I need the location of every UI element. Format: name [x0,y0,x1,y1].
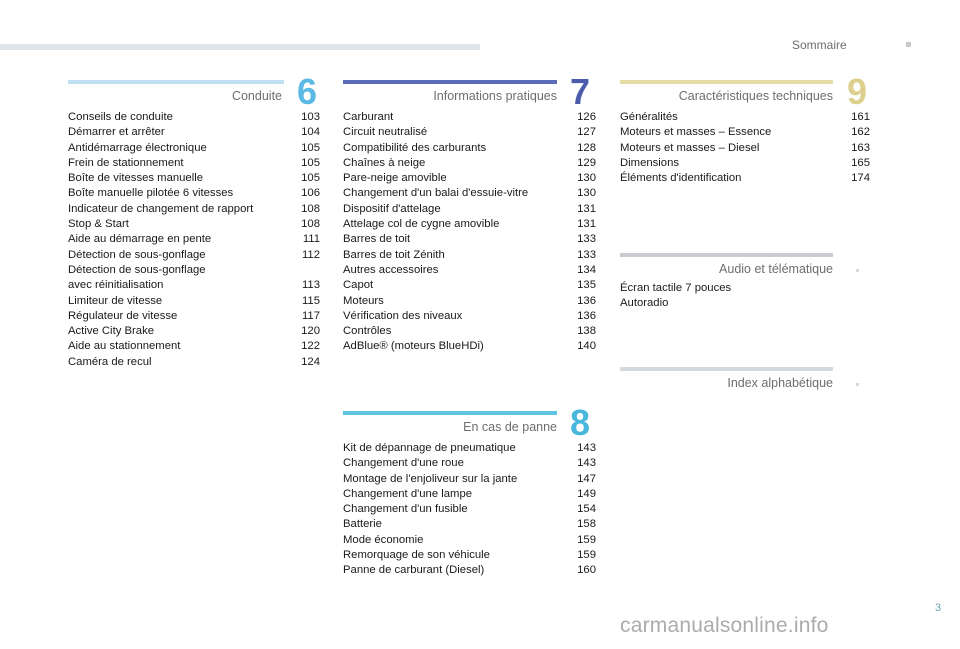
toc-entry-label: Dimensions [620,156,680,169]
toc-entry-page: 128 [577,141,596,154]
toc-entry-page: 108 [301,218,320,231]
toc-entry-label: Vérification des niveaux [343,309,463,322]
toc-entry[interactable] [343,217,596,232]
toc-entry-label: Contrôles [343,325,392,338]
placeholder-square [856,269,859,272]
toc-entry[interactable] [620,156,870,171]
toc-entry-page: 104 [301,126,320,139]
toc-entry-page: 117 [301,309,320,322]
toc-entry-page: 159 [577,533,596,546]
toc-entry-label: Indicateur de changement de rapport [68,202,254,215]
toc-entry-page: 143 [577,442,596,454]
toc-entry-page: 105 [301,172,320,185]
toc-entry-page: 160 [577,564,596,577]
toc-entry[interactable] [343,278,596,293]
toc-entry[interactable] [620,110,870,125]
toc-entry-label: Changement d'une lampe [343,487,473,500]
toc-entry-page: 135 [577,279,596,292]
entry-list [620,110,870,186]
toc-entry-page: 162 [851,126,870,139]
toc-entry-page: 140 [577,340,596,353]
toc-entry-page: 115 [301,294,320,307]
toc-entry[interactable] [68,294,320,309]
toc-entry-page: 105 [301,156,320,169]
toc-entry-label: Conseils de conduite [68,111,173,123]
toc-entry-label: Moteurs et masses – Essence [620,126,772,139]
toc-entry-label: Montage de l'enjoliveur sur la jante [343,472,518,485]
toc-entry[interactable] [68,217,320,232]
section-bar [343,80,557,84]
toc-entry-label: Capot [343,279,374,292]
toc-entry[interactable] [68,248,320,263]
entry-list [620,281,870,312]
toc-entry-label: Autoradio [620,297,669,310]
toc-entry[interactable] [343,263,596,278]
toc-entry[interactable] [68,324,320,339]
toc-entry[interactable] [68,232,320,247]
toc-entry-label: Barres de toit Zénith [343,248,445,261]
toc-entry-label: Active City Brake [68,325,155,338]
toc-entry-page: 111 [302,233,320,246]
toc-entry-page: 113 [301,279,320,292]
toc-entry-label: Moteurs et masses – Diesel [620,141,760,154]
toc-entry-label: Limiteur de vitesse [68,294,163,307]
section-title: Index alphabétique [727,376,833,390]
section-number: 8 [569,402,590,443]
section-bar [620,253,833,257]
toc-entry-label: Circuit neutralisé [343,126,428,139]
toc-entry-page: 131 [577,218,596,231]
toc-entry-label: Détection de sous-gonflage avec réinitialisation [68,263,206,292]
toc-entry-label: Éléments d'identification [620,172,742,185]
toc-entry-page: 105 [301,141,320,154]
section-title: En cas de panne [463,420,557,434]
section-bar [620,80,833,84]
entry-list [343,110,596,355]
toc-entry[interactable] [343,202,596,217]
toc-entry[interactable] [68,186,320,201]
toc-entry-page: 161 [851,111,870,123]
toc-entry-label: Kit de dépannage de pneumatique [343,442,516,454]
toc-entry-label: Changement d'un balai d'essuie-vitre [343,187,529,200]
toc-entry-page: 138 [577,325,596,338]
toc-entry-label: Moteurs [343,294,384,307]
toc-entry-page: 174 [851,172,870,185]
toc-entry[interactable] [68,141,320,156]
toc-entry[interactable] [620,125,870,140]
toc-entry[interactable] [68,110,320,125]
toc-entry[interactable] [68,171,320,186]
toc-entry-page: 122 [301,340,320,353]
toc-entry-page: 133 [577,233,596,246]
toc-entry[interactable] [620,171,870,186]
toc-entry-page: 163 [851,141,870,154]
toc-entry-page: 108 [301,202,320,215]
header-label: Sommaire [792,38,847,52]
toc-entry-page: 159 [577,549,596,562]
toc-entry-page: 106 [301,187,320,200]
toc-entry-label: Compatibilité des carburants [343,141,487,154]
toc-entry[interactable] [68,309,320,324]
toc-entry-label: AdBlue® (moteurs BlueHDi) [343,340,484,353]
toc-entry-label: Écran tactile 7 pouces [620,282,732,294]
toc-entry[interactable] [343,339,596,354]
toc-entry-page: 143 [577,457,596,470]
toc-entry[interactable] [343,110,596,125]
toc-entry-label: Boîte de vitesses manuelle [68,172,204,185]
toc-entry-page: 136 [577,309,596,322]
toc-entry-page: 165 [851,156,870,169]
toc-entry-label: Mode économie [343,533,424,546]
toc-entry-label: Aide au stationnement [68,340,181,353]
section-title: Conduite [231,89,282,103]
section-title: Informations pratiques [433,89,557,103]
toc-entry-page: 124 [301,355,320,368]
toc-entry-label: Attelage col de cygne amovible [343,218,500,231]
toc-entry-label: Chaînes à neige [343,156,426,169]
toc-entry-label: Dispositif d'attelage [343,202,441,215]
toc-entry-page: 133 [577,248,596,261]
toc-entry-page: 134 [577,263,596,276]
toc-entry-page: 130 [577,187,596,200]
header-square [906,42,911,47]
toc-entry[interactable] [68,156,320,171]
toc-entry-label: Caméra de recul [68,355,152,368]
toc-entry-label: Changement d'un fusible [343,503,468,516]
toc-entry[interactable] [68,263,320,294]
toc-entry-label: Pare-neige amovible [343,172,447,185]
toc-entry[interactable] [343,517,596,532]
toc-entry-label: Généralités [620,111,678,123]
toc-entry-page: 112 [301,248,320,261]
toc-entry[interactable] [68,125,320,140]
toc-entry[interactable] [343,156,596,171]
toc-entry[interactable] [68,339,320,354]
toc-entry-label: Régulateur de vitesse [68,309,178,322]
watermark: carmanualsonline.info [620,614,829,637]
toc-entry-label: Changement d'une roue [343,457,464,470]
toc-entry-page: 131 [577,202,596,215]
toc-entry-page: 120 [301,325,320,338]
toc-entry-label: Frein de stationnement [68,156,184,169]
toc-entry[interactable] [343,548,596,563]
toc-entry[interactable] [343,171,596,186]
toc-entry-label: Détection de sous-gonflage [68,248,206,261]
toc-entry[interactable] [343,125,596,140]
toc-entry[interactable] [343,533,596,548]
toc-entry-label: Autres accessoires [343,263,439,276]
toc-entry[interactable] [343,441,596,456]
section-bar [68,80,284,84]
section-bar [620,367,833,371]
toc-entry[interactable] [620,141,870,156]
toc-entry-page: 130 [577,172,596,185]
toc-entry[interactable] [343,324,596,339]
toc-entry-page: 126 [577,111,596,123]
toc-entry[interactable] [343,309,596,324]
toc-entry[interactable] [343,502,596,517]
toc-entry[interactable] [343,294,596,309]
toc-entry-label: Aide au démarrage en pente [68,233,212,246]
entry-list [343,441,596,579]
section-number: 7 [569,71,590,112]
section-bar [343,411,557,415]
toc-entry[interactable] [68,355,320,370]
toc-entry[interactable] [343,487,596,502]
toc-entry[interactable] [343,232,596,247]
toc-entry-label: Boîte manuelle pilotée 6 vitesses [68,187,234,200]
toc-entry-page: 136 [577,294,596,307]
page-number: 3 [935,602,942,614]
toc-entry-page: 147 [577,472,596,485]
toc-entry-label: Carburant [343,111,394,123]
toc-entry-label: Stop & Start [68,218,129,231]
top-decorative-bar [0,44,480,50]
toc-entry[interactable] [343,456,596,471]
toc-entry-page: 129 [577,156,596,169]
toc-entry-page: 154 [577,503,596,516]
section-number: 6 [296,71,317,112]
toc-entry-page: 149 [577,487,596,500]
toc-entry[interactable] [343,141,596,156]
toc-entry-label: Antidémarrage électronique [68,141,207,154]
section-title: Audio et télématique [719,262,833,276]
toc-entry[interactable] [620,281,870,296]
toc-entry[interactable] [620,296,870,311]
toc-entry-page: 127 [577,126,596,139]
section-title: Caractéristiques techniques [678,89,833,103]
toc-entry-page: 103 [301,111,320,123]
toc-entry[interactable] [343,186,596,201]
toc-entry-label: Panne de carburant (Diesel) [343,564,485,577]
toc-entry[interactable] [68,202,320,217]
entry-list [68,110,320,370]
section-number: 9 [846,71,867,112]
toc-entry[interactable] [343,563,596,578]
toc-entry-label: Barres de toit [343,233,411,246]
toc-entry-label: Démarrer et arrêter [68,126,165,139]
toc-entry-label: Remorquage de son véhicule [343,549,490,562]
toc-entry-page: 158 [577,518,596,531]
toc-entry-label: Batterie [343,518,382,531]
placeholder-square [856,383,859,386]
toc-entry[interactable] [343,472,596,487]
toc-entry[interactable] [343,248,596,263]
